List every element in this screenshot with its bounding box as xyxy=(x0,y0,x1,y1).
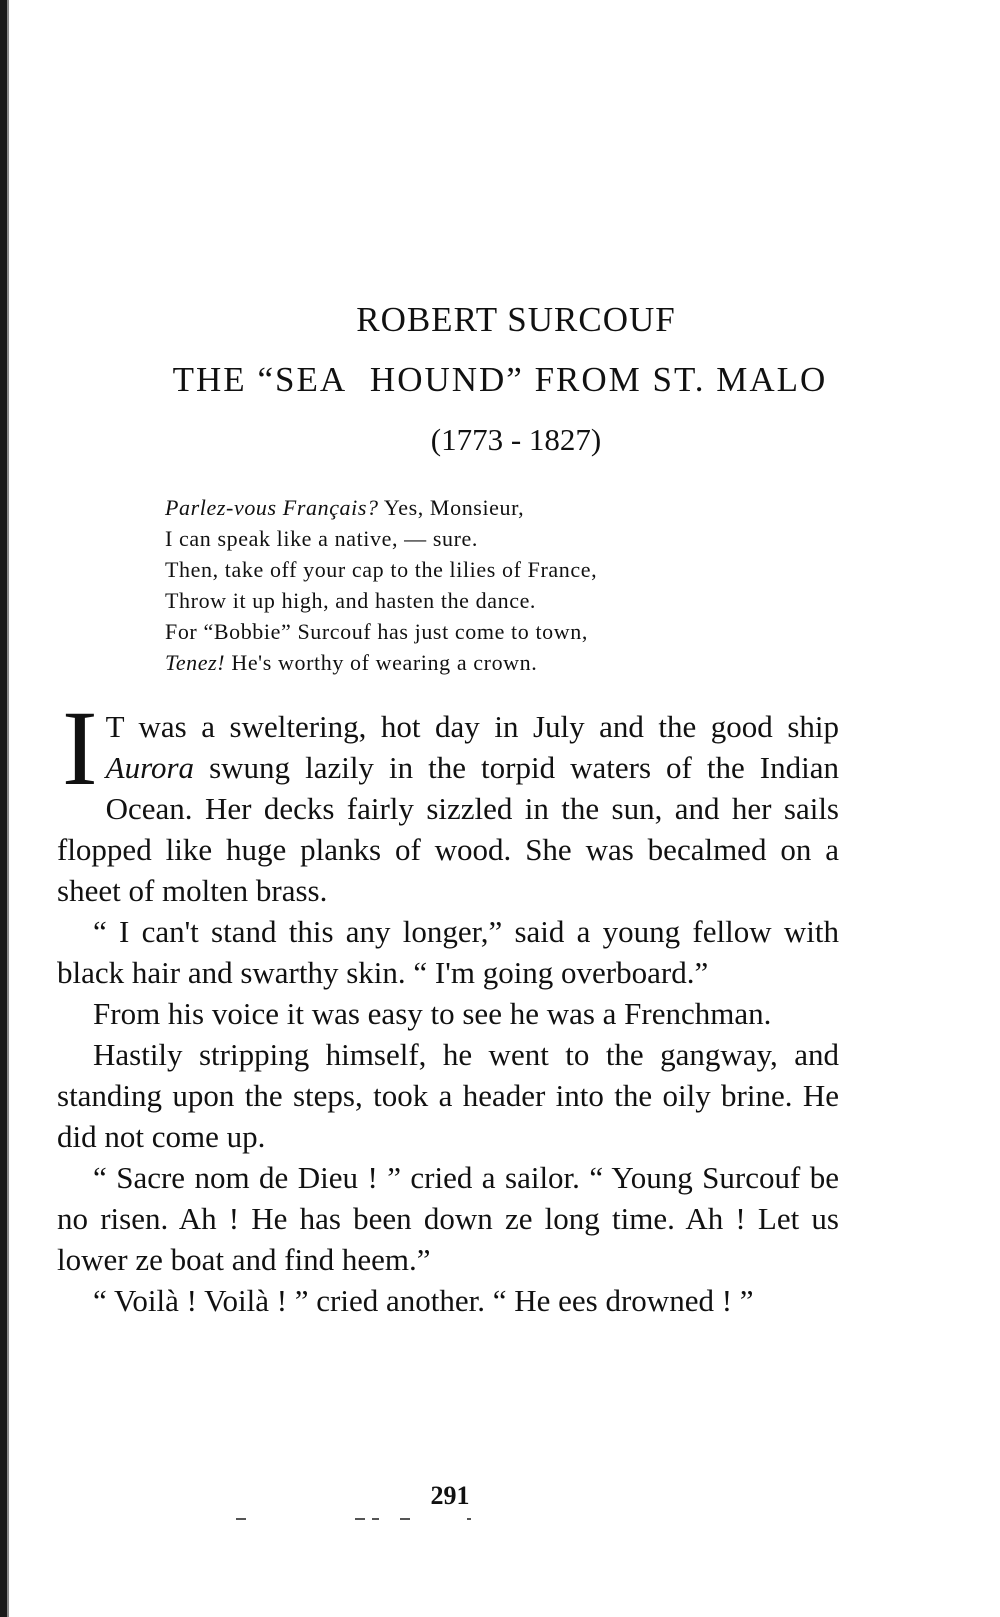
scan-edge-shadow xyxy=(7,0,9,1617)
chapter-title: ROBERT SURCOUF xyxy=(356,300,676,339)
paragraph-text: T was a sweltering, hot day in July and the good ship xyxy=(105,709,839,744)
verse-italic: Parlez-vous Français? xyxy=(165,495,379,520)
subtitle-quote: “SEA HOUND” xyxy=(257,360,524,399)
verse-line xyxy=(165,492,785,523)
verse-line xyxy=(165,647,785,678)
paragraph xyxy=(57,690,839,911)
body-text xyxy=(57,690,839,1321)
footer-rule xyxy=(0,1518,1000,1522)
footer-dash xyxy=(355,1518,365,1520)
verse-text: He's worthy of wearing a crown. xyxy=(225,650,538,675)
subtitle-post: FROM ST. MALO xyxy=(534,360,828,399)
verse-line: For “Bobbie” Surcouf has just come to town, xyxy=(165,619,588,644)
page-number: 291 xyxy=(430,1481,470,1510)
ship-name: Aurora xyxy=(105,750,195,785)
verse-text: Yes, Monsieur, xyxy=(378,495,525,520)
footer-dash xyxy=(236,1518,246,1520)
drop-cap: I xyxy=(62,690,98,808)
verse-line: Then, take off your cap to the lilies of France, xyxy=(165,557,598,582)
scan-edge xyxy=(0,0,7,1617)
footer-dash xyxy=(372,1518,379,1520)
verse-line: Throw it up high, and hasten the dance. xyxy=(165,588,537,613)
epigraph-verse xyxy=(165,492,785,678)
paragraph: “ Voilà ! Voilà ! ” cried another. “ He ees drowned ! ” xyxy=(93,1283,754,1318)
verse-line: I can speak like a native, — sure. xyxy=(165,526,479,551)
chapter-subtitle xyxy=(0,360,1000,400)
paragraph: “ Sacre nom de Dieu ! ” cried a sailor. “ Young Surcouf be no risen. Ah ! He has been down ze long time. Ah ! Let us lower ze boat and find heem.” xyxy=(57,1160,839,1277)
chapter-dates: (1773 - 1827) xyxy=(430,422,602,457)
verse-italic: Tenez! xyxy=(165,650,226,675)
paragraph: From his voice it was easy to see he was a Frenchman. xyxy=(93,996,772,1031)
paragraph-text: swung lazily in the torpid waters of the Indian Ocean. Her decks fairly sizzled in the sun, and her sails flopped like huge planks of wood. She was becalmed on a sheet of molten brass. xyxy=(57,750,839,908)
paragraph: Hastily stripping himself, he went to the gangway, and standing upon the steps, took a header into the oily brine. He did not come up. xyxy=(57,1037,839,1154)
subtitle-pre: THE xyxy=(172,360,247,399)
paragraph: “ I can't stand this any longer,” said a young fellow with black hair and swarthy skin. “ I'm going overboard.” xyxy=(57,914,839,990)
footer-dash xyxy=(400,1518,410,1520)
footer-dash xyxy=(467,1518,471,1520)
